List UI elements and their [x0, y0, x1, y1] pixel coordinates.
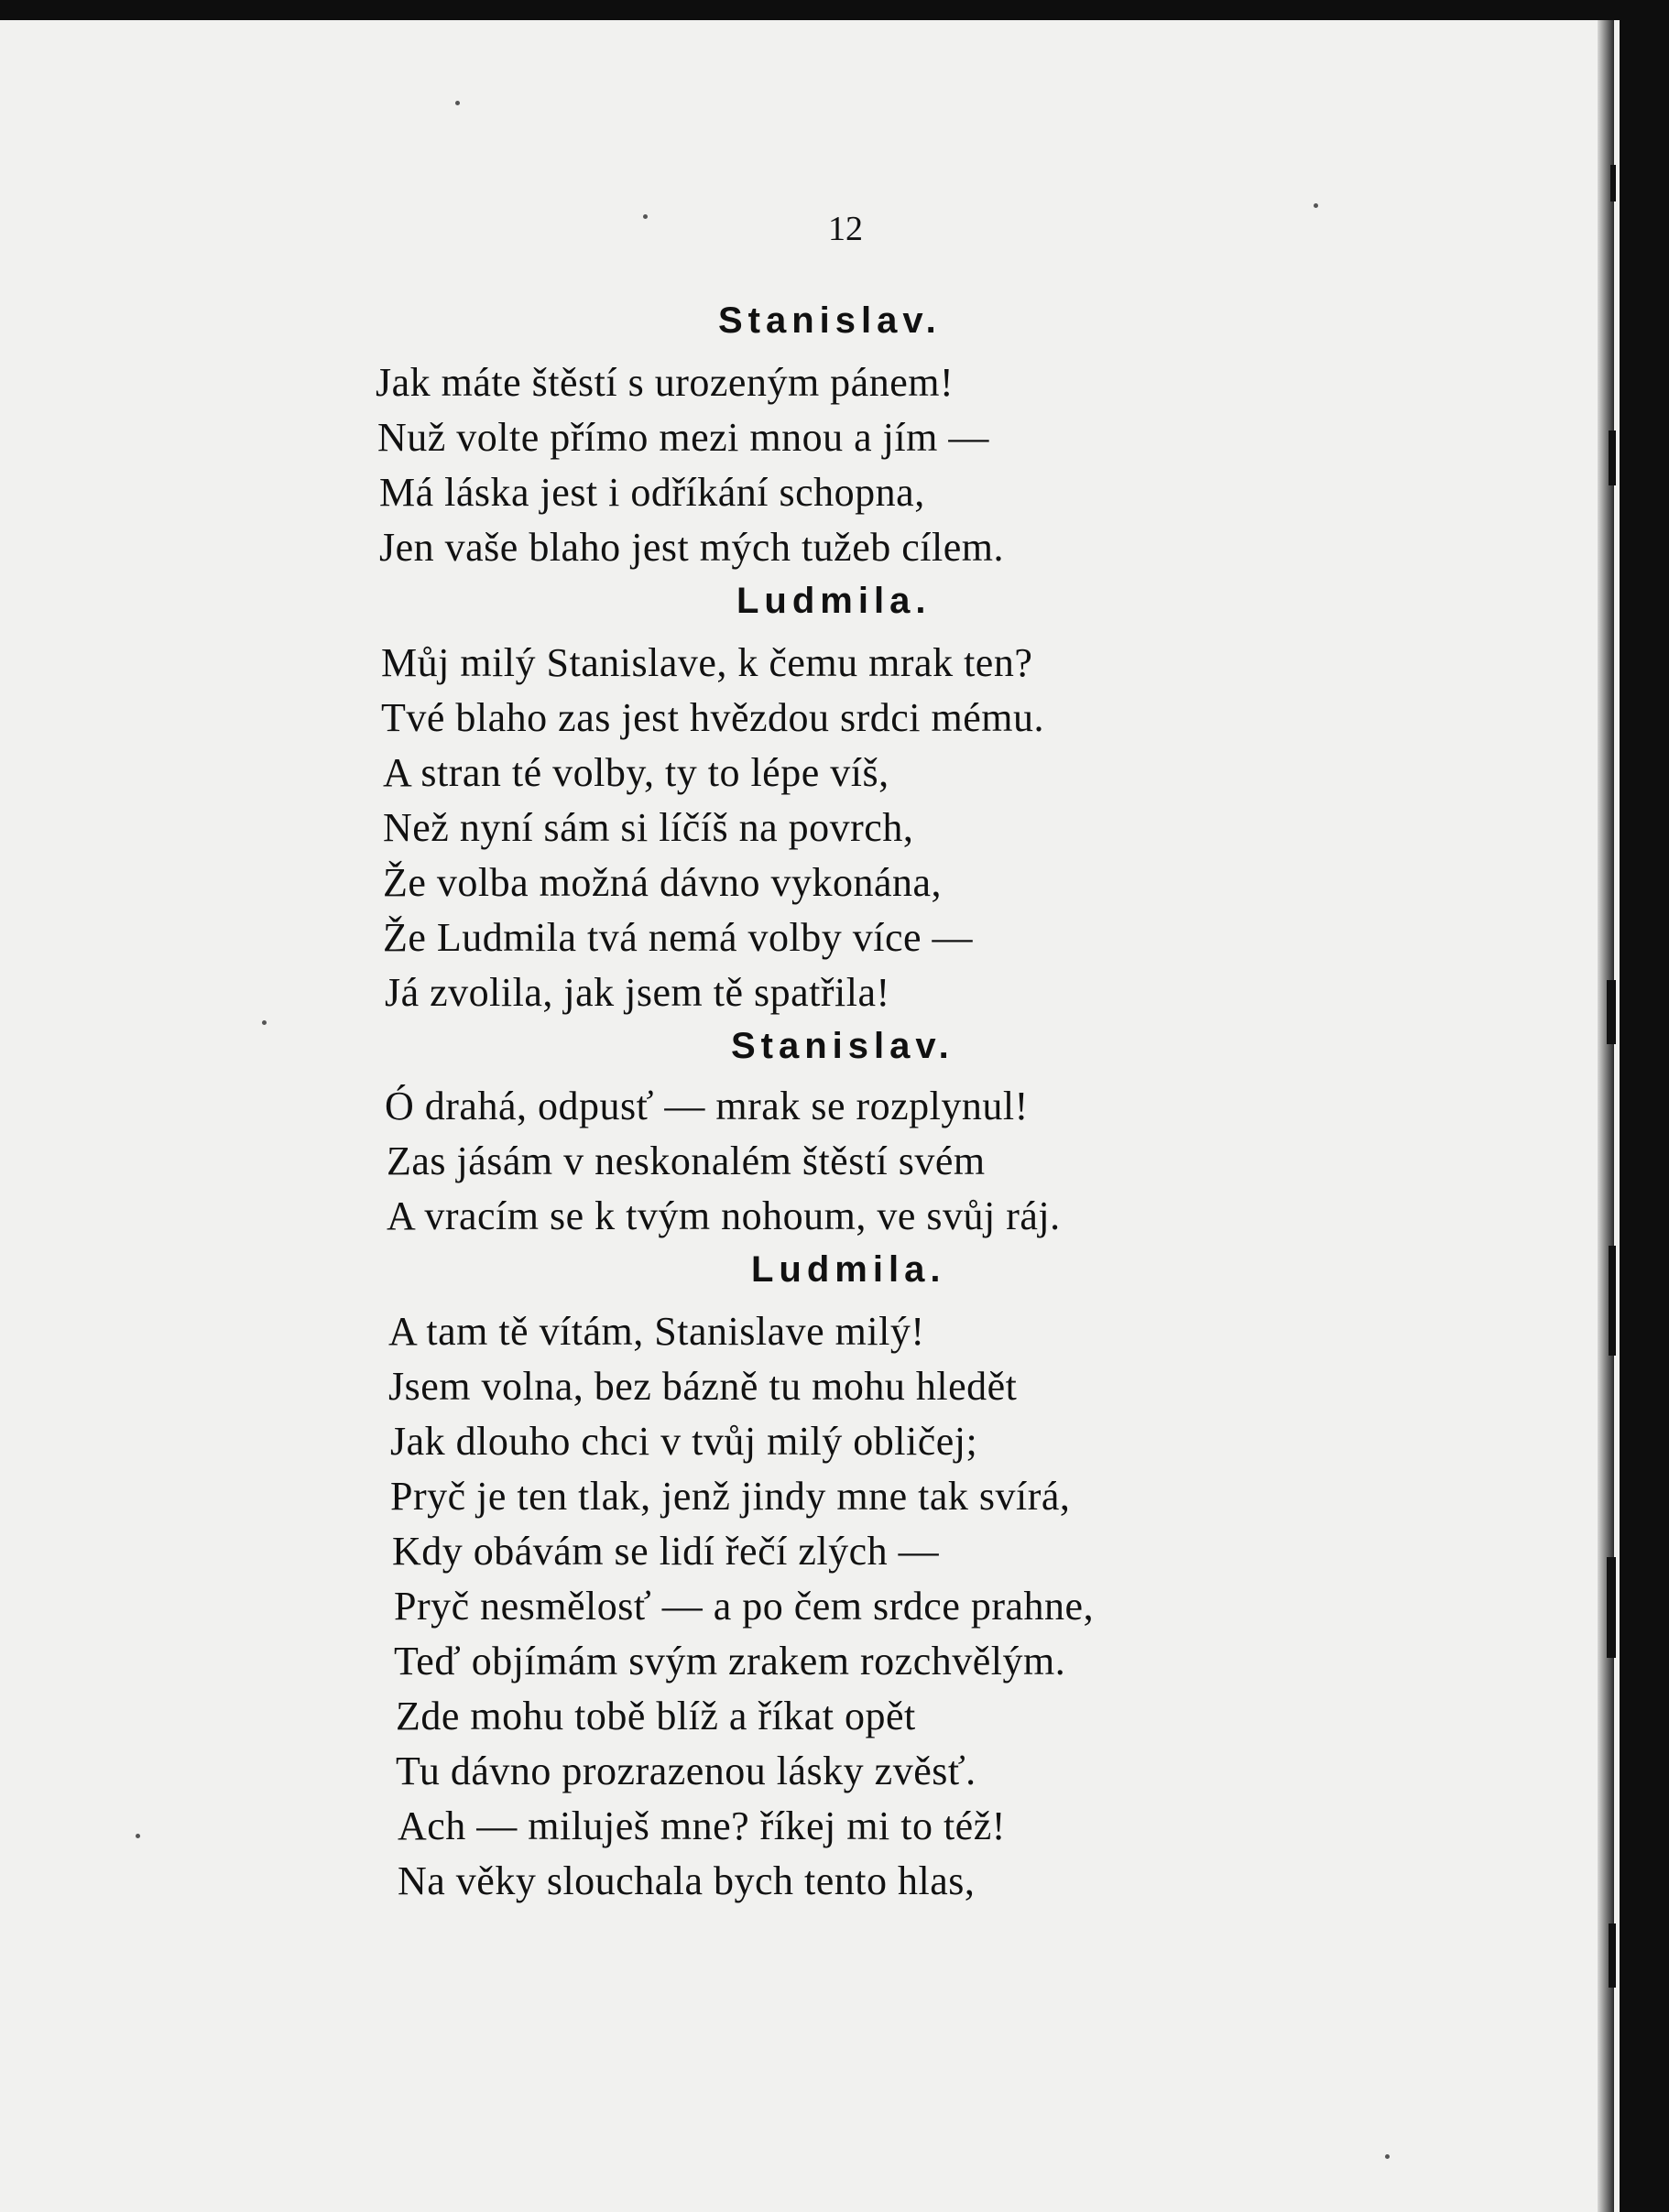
scan-speck: [262, 1020, 267, 1025]
verse-line: Teď objímám svým zrakem rozchvělým.: [394, 1639, 1066, 1684]
speaker-heading: Stanislav.: [718, 300, 942, 341]
book-page: [0, 20, 1620, 2212]
verse-line: Tu dávno prozrazenou lásky zvěsť.: [396, 1749, 976, 1793]
verse-line: Jak máte štěstí s urozeným pánem!: [376, 360, 954, 405]
spine-mark: [1610, 165, 1616, 202]
verse-line: Tvé blaho zas jest hvězdou srdci mému.: [381, 695, 1045, 740]
verse-line: A tam tě vítám, Stanislave milý!: [388, 1309, 925, 1354]
verse-line: Pryč nesmělosť — a po čem srdce prahne,: [394, 1584, 1095, 1629]
spine-mark: [1607, 980, 1616, 1044]
verse-line: Jsem volna, bez bázně tu mohu hledět: [388, 1364, 1018, 1409]
verse-line: Pryč je ten tlak, jenž jindy mne tak svírá,: [390, 1474, 1071, 1519]
verse-line: Kdy obávám se lidí řečí zlých —: [392, 1529, 940, 1574]
scan-speck: [1314, 203, 1318, 208]
scan-speck: [1385, 2154, 1390, 2159]
verse-line: Že volba možná dávno vykonána,: [383, 860, 943, 905]
verse-line: Jak dlouho chci v tvůj milý obličej;: [390, 1419, 978, 1464]
verse-line: Ó drahá, odpusť — mrak se rozplynul!: [385, 1084, 1029, 1128]
verse-line: Ach — miluješ mne? říkej mi to též!: [398, 1803, 1006, 1848]
verse-line: A stran té volby, ty to lépe víš,: [383, 750, 889, 795]
verse-line: Má láska jest i odříkání schopna,: [379, 470, 925, 515]
speaker-heading: Stanislav.: [731, 1026, 954, 1066]
book-spine-shadow: [1598, 20, 1614, 2212]
scan-speck: [643, 214, 648, 219]
spine-mark: [1609, 1923, 1616, 1988]
verse-line: Zde mohu tobě blíž a říkat opět: [396, 1694, 916, 1738]
spine-mark: [1607, 1557, 1616, 1658]
page-number: 12: [828, 210, 863, 248]
scan-speck: [136, 1834, 140, 1838]
spine-mark: [1609, 430, 1616, 485]
spine-mark: [1609, 1246, 1616, 1356]
verse-line: Můj milý Stanislave, k čemu mrak ten?: [381, 640, 1033, 685]
verse-line: Já zvolila, jak jsem tě spatřila!: [385, 970, 890, 1015]
speaker-heading: Ludmila.: [751, 1249, 946, 1290]
scan-speck: [455, 101, 460, 105]
verse-line: Na věky slouchala bych tento hlas,: [398, 1858, 976, 1903]
verse-line: Než nyní sám si líčíš na povrch,: [383, 805, 914, 850]
verse-line: Že Ludmila tvá nemá volby více —: [383, 915, 974, 960]
verse-line: Nuž volte přímo mezi mnou a jím —: [377, 415, 989, 460]
speaker-heading: Ludmila.: [736, 581, 932, 621]
verse-line: Jen vaše blaho jest mých tužeb cílem.: [379, 525, 1004, 570]
verse-line: A vracím se k tvým nohoum, ve svůj ráj.: [387, 1193, 1061, 1238]
verse-line: Zas jásám v neskonalém štěstí svém: [387, 1139, 986, 1183]
